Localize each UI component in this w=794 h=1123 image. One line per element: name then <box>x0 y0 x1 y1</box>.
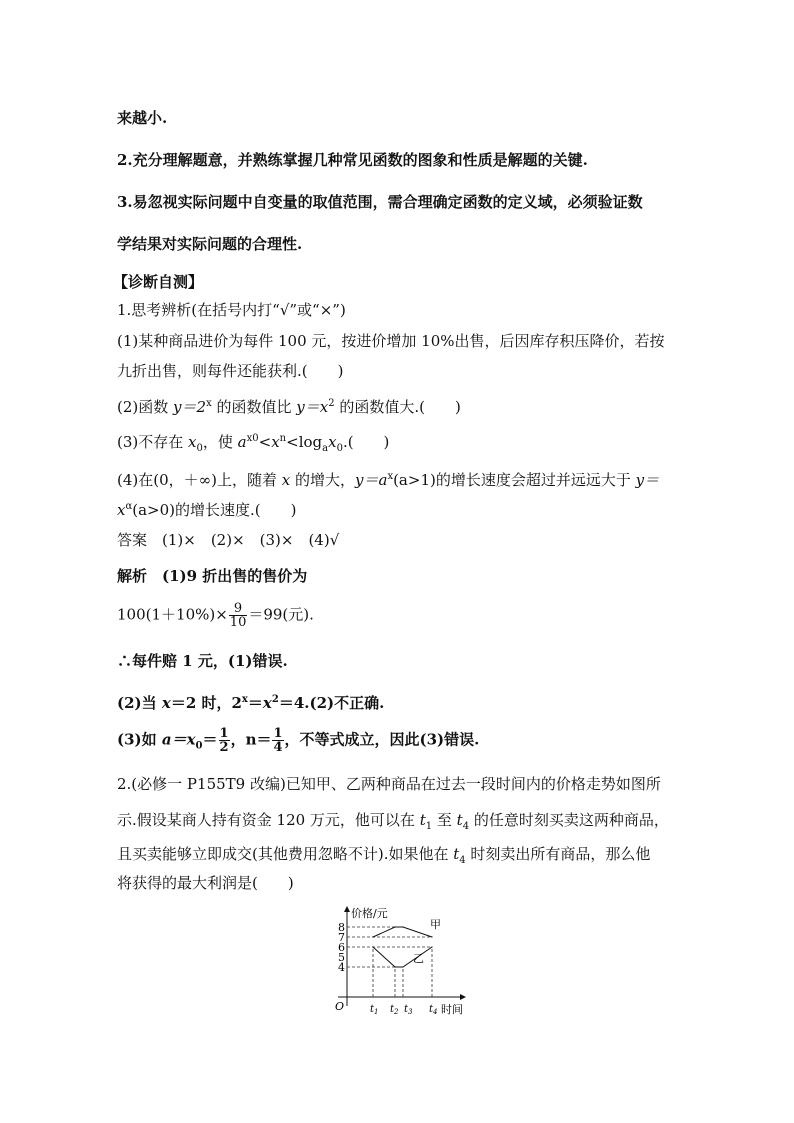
x-tick-t4: $t_4$ <box>429 1004 438 1016</box>
q1-explanation-2: (2)当 x＝2 时，$2^x=x^2=4.(2)$不正确. <box>117 694 385 712</box>
intro-line-2: 2.充分理解题意，并熟练掌握几种常见函数的图象和性质是解题的关键. <box>117 151 588 169</box>
y-tick-4: 4 <box>338 961 345 974</box>
series-name-0: 甲 <box>430 918 441 931</box>
q2-line-3: 且买卖能够立即成交(其他费用忽略不计).如果他在 $t_4$ 时刻卖出所有商品，那么他 <box>117 845 651 866</box>
origin-label: O <box>335 1000 345 1013</box>
x-tick-t3: $t_3$ <box>404 1004 413 1016</box>
fraction-9-10: $\frac{9}{10}$ <box>229 601 247 630</box>
q1-explanation-3: (3)如 $a=x_0=$ $\frac{1}{2}$ ，n＝ $\frac{1}{4}$ ，不等式成立，因此(3)错误. <box>117 726 480 755</box>
series-1-point-0 <box>372 946 373 947</box>
series-0-point-3 <box>431 936 432 937</box>
intro-line-3: 3.易忽视实际问题中自变量的取值范围，需合理确定函数的定义域，必须验证数 <box>117 193 643 211</box>
y-tick-6: 6 <box>338 941 345 954</box>
section-heading: 【诊断自测】 <box>113 273 204 291</box>
series-0-point-2 <box>402 926 403 927</box>
series-0-point-0 <box>372 936 373 937</box>
series-0-point-1 <box>394 926 395 927</box>
intro-line-1: 来越小. <box>117 109 168 127</box>
y-tick-5: 5 <box>338 951 345 964</box>
price-trend-chart <box>320 904 470 1019</box>
intro-line-4: 学结果对实际问题的合理性. <box>117 235 303 253</box>
y-tick-7: 7 <box>338 931 345 944</box>
chart-labels <box>335 906 463 1016</box>
q1-p4-line-b: $x^\alpha(a>0)$的增长速度.( ) <box>117 501 297 519</box>
x-tick-t2: $t_2$ <box>390 1004 399 1016</box>
chart-axes <box>338 906 466 1006</box>
q1-stem: 1.思考辨析(在括号内打“√”或“×”) <box>117 301 346 319</box>
x-axis-label: 时间 <box>441 1003 463 1016</box>
q1-explanation-loss: ∴每件赔 1 元，(1)错误. <box>117 652 288 670</box>
series-1-point-2 <box>402 966 403 967</box>
fraction-1-2: $\frac{1}{2}$ <box>219 726 229 755</box>
series-1-point-1 <box>394 966 395 967</box>
series-1-point-3 <box>431 946 432 947</box>
q1-p3: (3)不存在 $x_0$，使 $a^{x0}<x^n<\log_ax_0$.( ) <box>117 433 390 454</box>
q1-p2: (2)函数 $y=2^x$ 的函数值比 $y=x^2$ 的函数值大.( ) <box>117 398 461 416</box>
q1-explanation-head: 解析 (1)9 折出售的售价为 <box>117 567 308 585</box>
q1-p1-line-a: (1)某种商品进价为每件 100 元，按进价增加 10%出售，后因库存积压降价，若按 <box>117 332 665 350</box>
y-axis-arrow <box>344 906 350 912</box>
q2-line-4: 将获得的最大利润是( ) <box>117 874 294 892</box>
series-name-1: 乙 <box>413 952 424 965</box>
q1-answer: 答案 (1)× (2)× (3)× (4)√ <box>117 531 340 549</box>
x-axis-arrow <box>460 994 466 1000</box>
y-axis-label: 价格/元 <box>351 907 388 920</box>
q1-p1-line-b: 九折出售，则每件还能获利.( ) <box>117 362 344 380</box>
series-line-0 <box>373 927 432 937</box>
q1-p4-line-a: (4)在(0，＋∞)上，随着 x 的增大，$y=a^x(a>1)$的增长速度会超过并远远大于 y＝ <box>117 471 660 489</box>
q1-explanation-calc: 100(1＋10%)× $\frac{9}{10}$ ＝99(元). <box>117 601 314 630</box>
q2-line-2: 示.假设某商人持有资金 120 万元，他可以在 $t_1$ 至 $t_4$ 的任意时刻买卖这两种商品， <box>117 811 669 832</box>
q2-line-1: 2.(必修一 P155T9 改编)已知甲、乙两种商品在过去一段时间内的价格走势如图所 <box>117 775 661 793</box>
y-tick-8: 8 <box>338 921 345 934</box>
x-tick-t1: $t_1$ <box>370 1004 379 1016</box>
fraction-1-4: $\frac{1}{4}$ <box>273 726 283 755</box>
